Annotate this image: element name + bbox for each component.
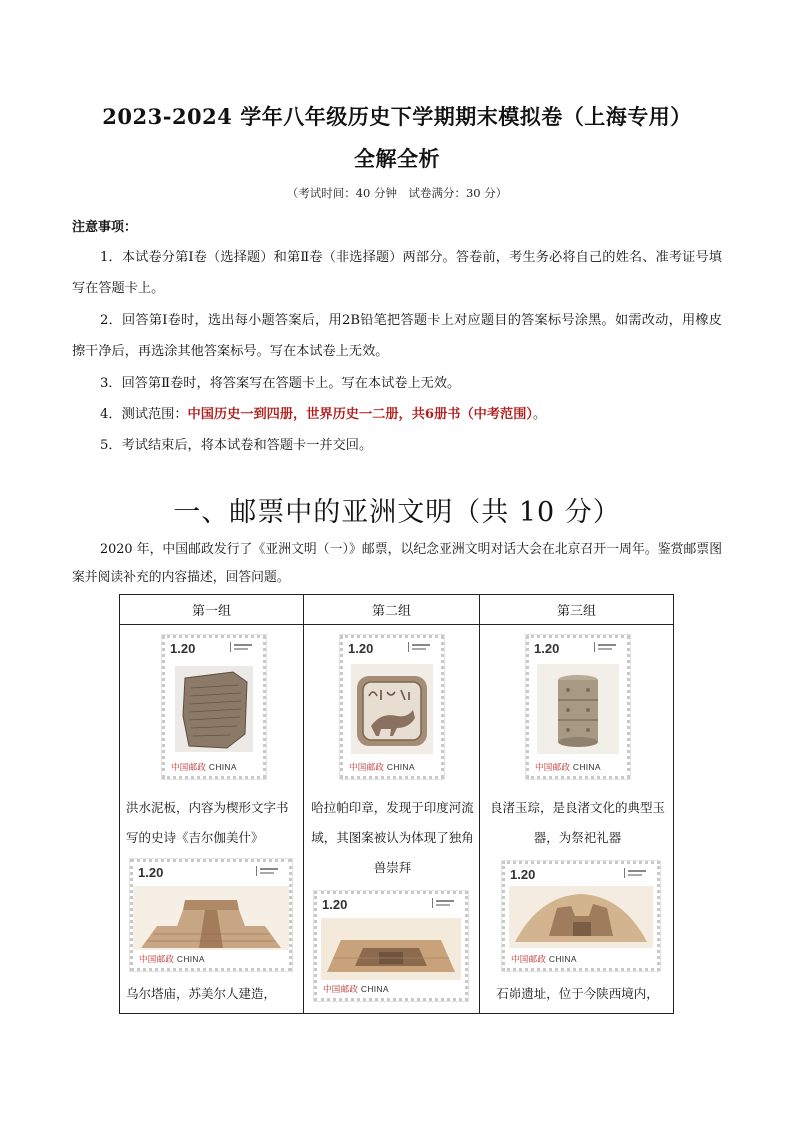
stamp-ur-ziggurat	[130, 859, 292, 971]
stamp-table-header-row	[120, 595, 674, 625]
stamp-series-label	[594, 642, 621, 652]
group-3-desc-2: 石峁遗址，位于今陕西境内，	[496, 986, 659, 1001]
stamp-value: 1.20	[510, 867, 536, 882]
group-3-desc-1: 良渚玉琮，是良渚文化的典型玉器，为祭祀礼器	[489, 800, 665, 845]
stamp-value: 1.20	[348, 641, 374, 656]
note-item-3: 3．回答第Ⅱ卷时，将答案写在答题卡上。写在本试卷上无效。	[100, 376, 461, 391]
note-item-4-suffix: 。	[532, 407, 547, 422]
group-1-cell	[120, 625, 304, 1014]
clay-tablet-image	[175, 666, 253, 752]
group-header-1: 第一组	[120, 595, 304, 625]
stamp-brand: 中国邮政 CHINA	[323, 984, 389, 994]
exam-info: （考试时间：40 分钟 试卷满分：30 分）	[286, 186, 508, 200]
notes-heading: 注意事项：	[72, 220, 138, 235]
section-title: 一、邮票中的亚洲文明（共 10 分）	[173, 497, 621, 528]
group-1-desc-2: 乌尔塔庙，苏美尔人建造，	[126, 986, 277, 1001]
stamp-brand: 中国邮政 CHINA	[171, 762, 237, 772]
harappan-seal-image	[351, 664, 433, 754]
shimao-site-image	[509, 886, 653, 948]
note-item-4	[72, 399, 722, 430]
stamp-harappan-seal	[340, 635, 444, 779]
stamp-series-label	[408, 642, 435, 652]
group-1-desc-1: 洪水泥板，内容为楔形文字书写的史诗《吉尔伽美什》	[126, 800, 289, 845]
stamp-series-label	[432, 898, 459, 908]
section-intro: 2020 年，中国邮政发行了《亚洲文明（一）》邮票，以纪念亚洲文明对话大会在北京召开一周年。鉴赏邮票图案并阅读补充的内容描述，回答问题。	[72, 542, 722, 585]
jade-cong-image	[537, 664, 619, 754]
group-2-cell	[304, 625, 480, 1014]
group-header-3: 第三组	[480, 595, 674, 625]
ziggurat-image	[133, 886, 289, 950]
stamp-brand: 中国邮政 CHINA	[535, 762, 601, 772]
stamp-brand: 中国邮政 CHINA	[349, 762, 415, 772]
stamp-table	[119, 594, 674, 1014]
stamp-liangzhu-cong	[526, 635, 630, 779]
group-header-2: 第二组	[304, 595, 480, 625]
note-item-1: 1．本试卷分第Ⅰ卷（选择题）和第Ⅱ卷（非选择题）两部分。答卷前，考生务必将自己的姓名、准考证号填写在答题卡上。	[72, 250, 722, 296]
exam-title: 2023-2024 学年八年级历史下学期期末模拟卷（上海专用）	[102, 104, 692, 129]
stamp-clay-tablet	[162, 635, 266, 779]
ruins-image	[321, 918, 461, 980]
stamp-value: 1.20	[170, 641, 196, 656]
stamp-brand: 中国邮政 CHINA	[511, 954, 577, 964]
stamp-brand: 中国邮政 CHINA	[139, 954, 205, 964]
stamp-value: 1.20	[322, 897, 348, 912]
stamp-series-label	[230, 642, 257, 652]
note-item-4-prefix: 4．测试范围：	[100, 407, 188, 422]
test-range: 中国历史一到四册，世界历史一二册，共6册书（中考范围）	[187, 407, 533, 422]
stamp-ruins	[314, 891, 468, 1001]
stamp-series-label	[256, 866, 283, 876]
exam-subtitle: 全解全析	[354, 146, 440, 171]
note-item-2: 2．回答第Ⅰ卷时，选出每小题答案后，用2B铅笔把答题卡上对应题目的答案标号涂黑。如需改动，用橡皮擦干净后，再选涂其他答案标号。写在本试卷上无效。	[72, 313, 722, 359]
stamp-value: 1.20	[534, 641, 560, 656]
stamp-shimao-site	[502, 861, 660, 971]
note-item-5: 5．考试结束后，将本试卷和答题卡一并交回。	[100, 438, 373, 453]
stamp-value: 1.20	[138, 865, 164, 880]
stamp-series-label	[624, 868, 651, 878]
group-3-cell	[480, 625, 674, 1014]
group-2-desc-1: 哈拉帕印章，发现于印度河流域，其图案被认为体现了独角兽崇拜	[311, 800, 474, 875]
